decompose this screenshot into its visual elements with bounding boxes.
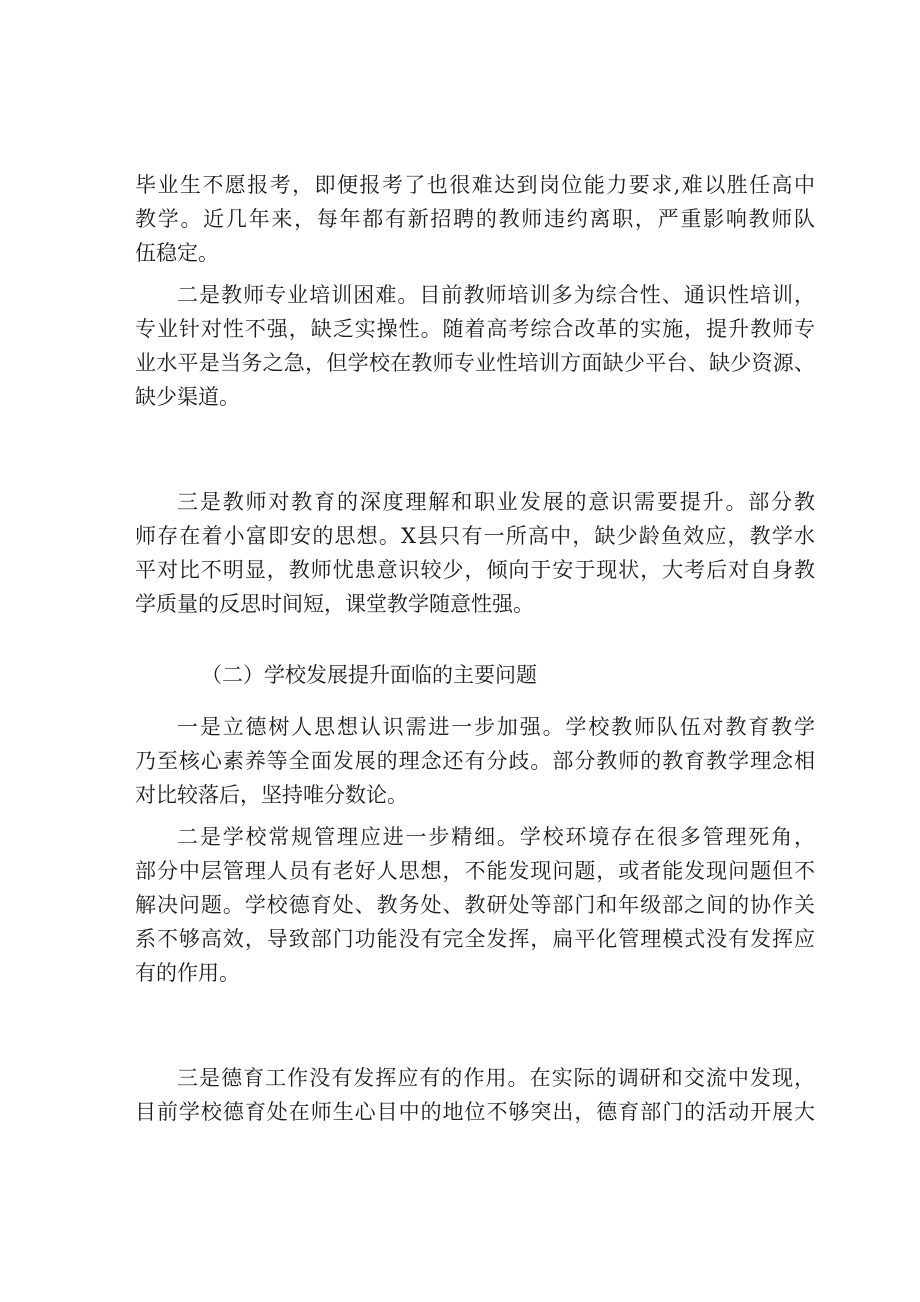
paragraph-line: 伍稳定。	[135, 241, 219, 265]
paragraph-line: 三是德育工作没有发挥应有的作用。在实际的调研和交流中发现，	[177, 1066, 815, 1090]
paragraph-line: 三是教师对教育的深度理解和职业发展的意识需要提升。部分教	[177, 490, 815, 514]
paragraph-line: 系不够高效，导致部门功能没有完全发挥，扁平化管理模式没有发挥应	[135, 927, 815, 951]
paragraph-teacher-recruitment-continued	[135, 168, 815, 270]
paragraph-line: 业水平是当务之急，但学校在教师专业性培训方面缺少平台、缺少资源、	[135, 351, 815, 375]
paragraph-line: 目前学校德育处在师生心目中的地位不够突出，德育部门的活动开展大	[135, 1100, 815, 1124]
paragraph-line: 师存在着小富即安的思想。X县只有一所高中，缺少龄鱼效应，教学水	[135, 524, 815, 548]
section-heading	[135, 658, 815, 692]
paragraph-line: 一是立德树人思想认识需进一步加强。学校教师队伍对教育教学	[177, 715, 815, 739]
paragraph-line: 对比较落后，坚持唯分数论。	[135, 783, 408, 807]
paragraph-teacher-awareness	[135, 485, 815, 621]
paragraph-line: 教学。近几年来，每年都有新招聘的教师违约离职，严重影响教师队	[135, 207, 815, 231]
paragraph-line: 有的作用。	[135, 961, 240, 985]
paragraph-line: 解决问题。学校德育处、教务处、教研处等部门和年级部之间的协作关	[135, 893, 815, 917]
paragraph-routine-management	[135, 820, 815, 990]
paragraph-line: 专业针对性不强，缺乏实操性。随着高考综合改革的实施，提升教师专	[135, 317, 815, 341]
paragraph-line: 毕业生不愿报考，即便报考了也很难达到岗位能力要求,难以胜任高中	[135, 173, 815, 197]
paragraph-line: 学质量的反思时间短，课堂教学随意性强。	[135, 592, 534, 616]
paragraph-line: 缺少渠道。	[135, 385, 240, 409]
paragraph-line: 部分中层管理人员有老好人思想，不能发现问题，或者能发现问题但不	[135, 859, 815, 883]
paragraph-teacher-training	[135, 278, 815, 414]
paragraph-line: 平对比不明显，教师忧患意识较少，倾向于安于现状，大考后对自身教	[135, 558, 815, 582]
paragraph-line: 乃至核心素养等全面发展的理念还有分歧。部分教师的教育教学理念相	[135, 749, 815, 773]
paragraph-line: 二是教师专业培训困难。目前教师培训多为综合性、通识性培训，	[177, 283, 815, 307]
paragraph-moral-education-awareness	[135, 710, 815, 812]
section-heading-text: （二）学校发展提升面临的主要问题	[201, 663, 537, 687]
paragraph-moral-education-work	[135, 1061, 815, 1129]
paragraph-line: 二是学校常规管理应进一步精细。学校环境存在很多管理死角，	[177, 825, 815, 849]
